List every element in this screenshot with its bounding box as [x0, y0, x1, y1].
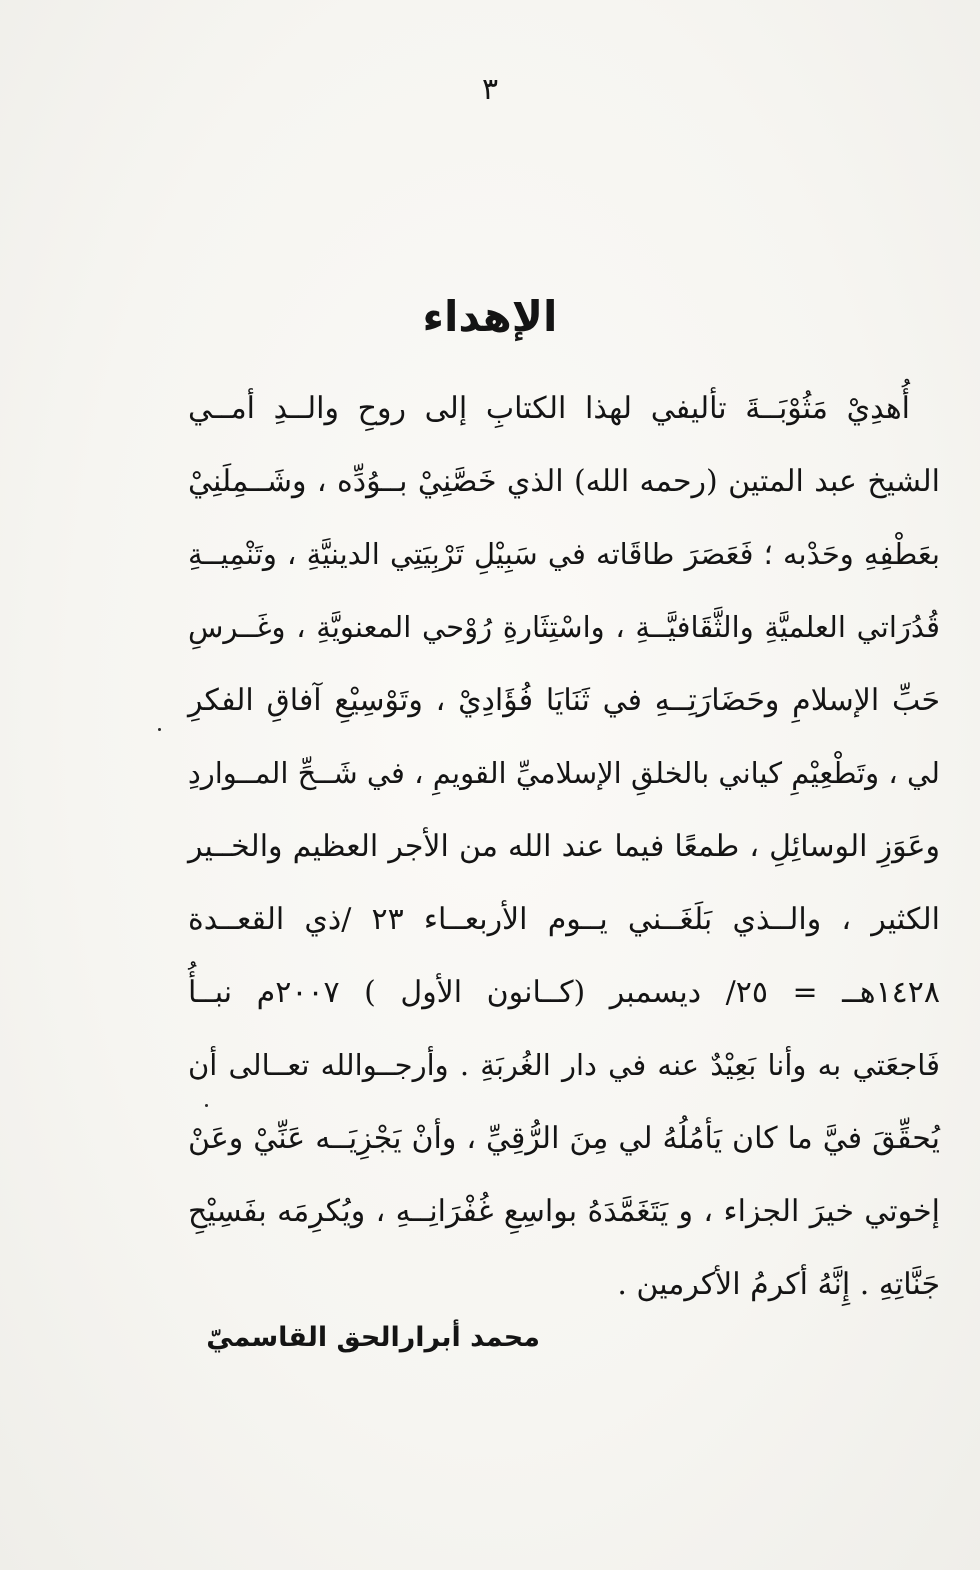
text-line: إخوتي خيرَ الجزاء ، و يَتَغَمَّدَهُ بواسِعِ غُفْرَانِــهِ ، ويُكرِمَه بفَسِيْحِ: [188, 1194, 940, 1229]
text-line: أُهدِيْ مَثُوْبَــةَ تأليفي لهذا الكتابِ إلى روحِ والــدِ أمــي: [188, 391, 910, 426]
text-line: حَبِّ الإسلامِ وحَضَارَتِــهِ في ثَنَايَا فُؤَادِيْ ، وتَوْسِيْعِ آفاقِ الفكرِ: [188, 683, 940, 718]
print-speck: [205, 1104, 208, 1107]
dedication-text: [188, 372, 940, 1321]
text-line: بعَطْفِهِ وحَدْبه ؛ فَعَصَرَ طاقَاته في سَبِيْلِ تَرْبِيَتِي الدينيَّةِ ، وتَنْمِيــةِ: [188, 537, 940, 571]
text-line: فَاجعَتي به وأنا بَعِيْدٌ عنه في دار الغُربَةِ . وأرجــوالله تعــالى أن: [188, 1048, 940, 1082]
text-line: الكثير ، والــذي بَلَغَــني يــوم الأربعــاء ٢٣ /ذي القعــدة: [188, 902, 940, 937]
text-line: وعَوَزِ الوسائِلِ ، طمعًا فيما عند الله من الأجر العظيم والخــير: [188, 829, 940, 864]
text-line: جَنَّاتِهِ . إِنَّهُ أكرمُ الأكرمين .: [617, 1267, 940, 1302]
text-line: ١٤٢٨هــ = ٢٥/ ديسمبر (كــانون الأول ) ٢٠٠٧م نبــأُ: [188, 975, 941, 1010]
page-number: ٣: [481, 72, 499, 107]
author-signature: محمد أبرارالحق القاسميّ: [206, 1322, 540, 1353]
text-line: يُحقِّقَ فيَّ ما كان يَأمُلُهُ لي مِنَ الرُّقِيِّ ، وأنْ يَجْزِيَــه عَنِّيْ وعَنْ: [188, 1121, 940, 1156]
text-line: لي ، وتَطْعِيْمِ كياني بالخلقِ الإسلاميِّ القويمِ ، في شَــحِّ المــواردِ: [187, 756, 940, 790]
text-line: الشيخ عبد المتين (رحمه الله) الذي خَصَّنِيْ بــوُدِّه ، وشَــمِلَنِيْ: [188, 464, 940, 499]
page-title: الإهداء: [422, 292, 558, 341]
print-speck: [158, 728, 161, 731]
text-line: قُدُرَاتي العلميَّةِ والثَّقَافيَّــةِ ، واسْتِثَارةِ رُوْحي المعنويَّةِ ، وغَــرسِ: [188, 610, 940, 644]
